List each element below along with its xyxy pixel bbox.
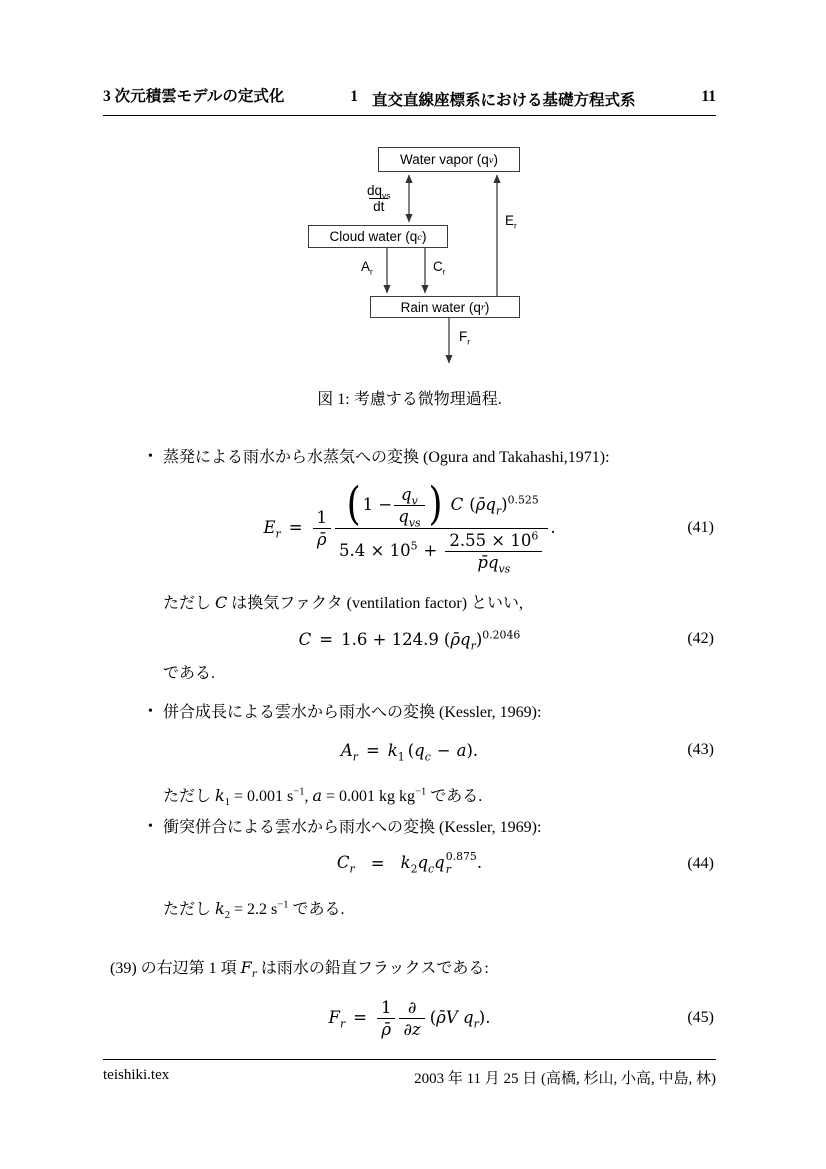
note-k1-a: ただし $k_1 = 0.001$ $s^{-1}$, a = 0.001 kg $kg^{-1}$ である. xyxy=(163,786,483,809)
equation-45-body: $F_r$ = $\frac{1}{\rhō}$ $\frac{\partial}{\partial z}$ (ρ̄V $q_r$). xyxy=(328,997,491,1039)
note-ventilation-factor: ただし C は換気ファクタ (ventilation factor) といい, xyxy=(163,593,524,612)
figure-caption: 図 1: 考慮する微物理過程. xyxy=(317,391,502,408)
equation-45 xyxy=(103,995,716,1041)
rain-water-box: Rain water (q r ) xyxy=(370,296,520,318)
bullet-autoconversion-text: 併合成長による雲水から雨水への変換 (Kessler, 1969): xyxy=(163,704,542,721)
equation-43-body: $A_r = k_1$ $(q_c - a)$. xyxy=(340,740,479,763)
equation-41-number: (41) xyxy=(687,519,714,536)
footer-filename: teishiki.tex xyxy=(103,1067,170,1083)
bullet-collection xyxy=(103,817,716,839)
rain-water-label: Rain water (q xyxy=(400,299,481,315)
header-chapter-number: 1 xyxy=(350,88,358,105)
header-chapter-title: 直交直線座標系における基礎方程式系 xyxy=(371,92,636,109)
equation-45-number: (45) xyxy=(687,1009,714,1026)
flux-label-Fr: $F_r$ xyxy=(459,329,471,347)
water-vapor-label: Water vapor (q xyxy=(399,152,489,167)
equation-44-number: (44) xyxy=(687,855,714,872)
header-chapter xyxy=(350,88,635,110)
note-k2: ただし $k_2 = 2.2$ $s^{-1}$ である. xyxy=(163,899,345,922)
water-vapor-box: Water vapor (q v ) xyxy=(378,147,520,172)
paragraph-vertical-flux: (39) の右辺第 1 項 $F_r$ は雨水の鉛直フラックスである: xyxy=(110,958,489,981)
cloud-water-label: Cloud water (q xyxy=(329,229,418,244)
equation-43-number: (43) xyxy=(687,741,714,758)
equation-44 xyxy=(103,846,716,882)
equation-41 xyxy=(103,474,716,582)
equation-43 xyxy=(103,734,716,766)
equation-42 xyxy=(103,622,716,656)
page-footer xyxy=(103,1059,716,1088)
flux-arrows xyxy=(103,147,716,369)
footer-date-authors: 2003 年 11 月 25 日 (高橋, 杉山, 小高, 中島, 林) xyxy=(414,1071,716,1087)
equation-41-body: $E_r$ = $\frac{1}{\rhō}$ ( 1 − $\frac{q_v}{q_{vs}}$ ) C $(\rhōq_r)^{0.525}$ $5.4 \times 10^5$ + $\frac{2.55 \times 10^6}{p̄q_{vs}}$ . xyxy=(263,478,556,575)
flux-label-Cr: $C_r$ xyxy=(433,259,446,277)
page-header xyxy=(103,84,716,116)
bullet-marker: • xyxy=(148,449,153,464)
figure-1-diagram xyxy=(103,147,716,369)
flux-label-Ar: $A_r$ xyxy=(361,259,373,277)
page-number: 11 xyxy=(701,88,716,105)
note-dearu-1: である. xyxy=(163,665,216,682)
bullet-evaporation xyxy=(103,447,716,469)
equation-42-number: (42) xyxy=(687,630,714,647)
equation-42-body: C = 1.6 + 124.9 $(\rhōq_r)^{0.2046}$ xyxy=(298,628,521,652)
header-section-title: 3 次元積雲モデルの定式化 xyxy=(103,88,285,105)
flux-label-dqvs-dt: $dq_{vs}$ dt xyxy=(367,183,391,214)
bullet-marker: • xyxy=(148,704,153,719)
bullet-collection-text: 衝突併合による雲水から雨水への変換 (Kessler, 1969): xyxy=(163,819,542,836)
cloud-water-box: Cloud water (q c ) xyxy=(308,225,448,248)
bullet-autoconversion xyxy=(103,702,716,724)
flux-label-Er: $E_r$ xyxy=(505,213,517,231)
bullet-marker: • xyxy=(148,819,153,834)
bullet-evaporation-text: 蒸発による雨水から水蒸気への変換 (Ogura and Takahashi,1971): xyxy=(163,449,610,466)
equation-44-body: $C_r = k_2q_cq$ 0.875 r . xyxy=(336,850,483,876)
